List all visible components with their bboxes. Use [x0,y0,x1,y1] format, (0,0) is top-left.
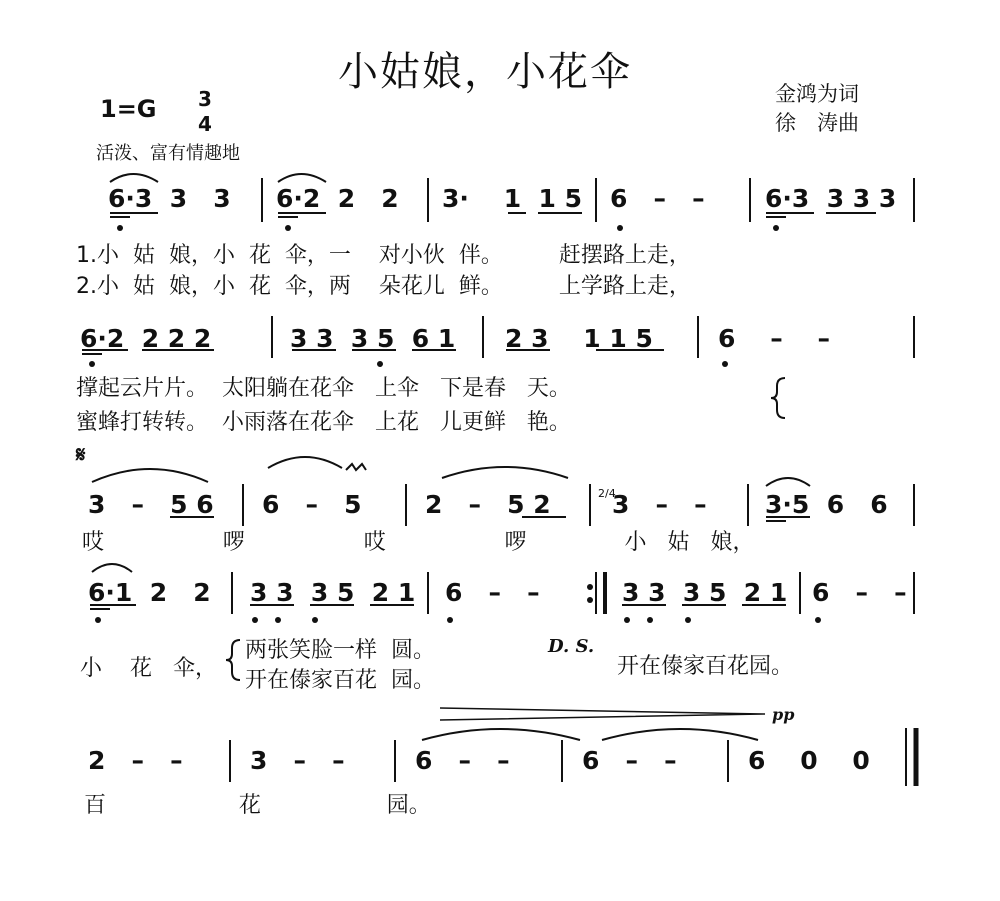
measure-r5-3: 6 – – [415,746,510,775]
measure-r1-3: 3· 1 1 5 [442,184,583,213]
composer-credit: 徐 涛曲 [775,111,859,135]
measure-r3-5: 3·5 6 6 [765,490,888,519]
dal-segno-mark: D. S. [548,636,595,657]
lyric-row4-b1: 两张笑脸一样 圆。 [245,638,435,663]
tempo-marking: 活泼、富有情趣地 [96,143,240,164]
measure-r5-2: 3 – – [250,746,345,775]
dynamic-pp: pp [772,705,795,724]
measure-r5-5: 6 0 0 [748,746,870,775]
time-signature-top: 3 [198,87,212,111]
key-signature: 1=G [100,95,157,123]
measure-r2-4: 6 – – [718,324,831,353]
measure-r5-1: 2 – – [88,746,183,775]
measure-r2-1: 6·2 2 2 2 [80,324,212,353]
time-signature-bottom: 4 [198,112,212,136]
measure-r1-2: 6·2 2 2 [276,184,399,213]
verse2-line1: 2.小 姑 娘，小 花 伞，两 朵花儿 鲜。 上学路上走， [76,274,691,299]
measure-r1-5: 6·3 3 3 3 [765,184,897,213]
time-signature-change: 2/4 [598,487,616,500]
measure-r4-2: 3 3 3 5 2 1 [250,578,416,607]
lyricist-credit: 金鸿为词 [775,82,859,106]
verse1-line2: 撑起云片片。 太阳躺在花伞 上伞 下是春 天。 [76,376,571,401]
measure-r4-4: 3 3 3 5 2 1 [622,578,788,607]
measure-r4-3: 6 – – [445,578,540,607]
measure-r3-1: 3 – 5 6 [88,490,214,519]
lyric-row4-c: 开在傣家百花园。 [617,654,794,679]
measure-r1-4: 6 – – [610,184,705,213]
measure-r3-2: 6 – 5 [262,490,362,519]
lyric-row4-b2: 开在傣家百花 园。 [245,668,435,693]
lyric-row4-a: 小 花 伞， [80,656,217,681]
measure-r5-4: 6 – – [582,746,677,775]
measure-r2-2: 3 3 3 5 6 1 [290,324,456,353]
measure-r3-4: 3 – – [612,490,707,519]
lyric-row3: 哎 啰 哎 啰 小 姑 娘， [82,530,755,555]
song-title: 小姑娘，小花伞 [338,49,632,95]
measure-r3-3: 2 – 5 2 [425,490,551,519]
measure-r2-3: 2 3 1 1 5 [505,324,653,353]
measure-r4-5: 6 – – [812,578,907,607]
measure-r4-1: 6·1 2 2 [88,578,211,607]
measure-r1-1: 6·3 3 3 [108,184,231,213]
verse1-line1: 1.小 姑 娘，小 花 伞，一 对小伙 伴。 赶摆路上走， [76,243,691,268]
lyric-row5: 百 花 园。 [84,793,431,818]
segno-sign: 𝄋 [76,442,86,468]
verse2-line2: 蜜蜂打转转。 小雨落在花伞 上花 儿更鲜 艳。 [76,410,571,435]
